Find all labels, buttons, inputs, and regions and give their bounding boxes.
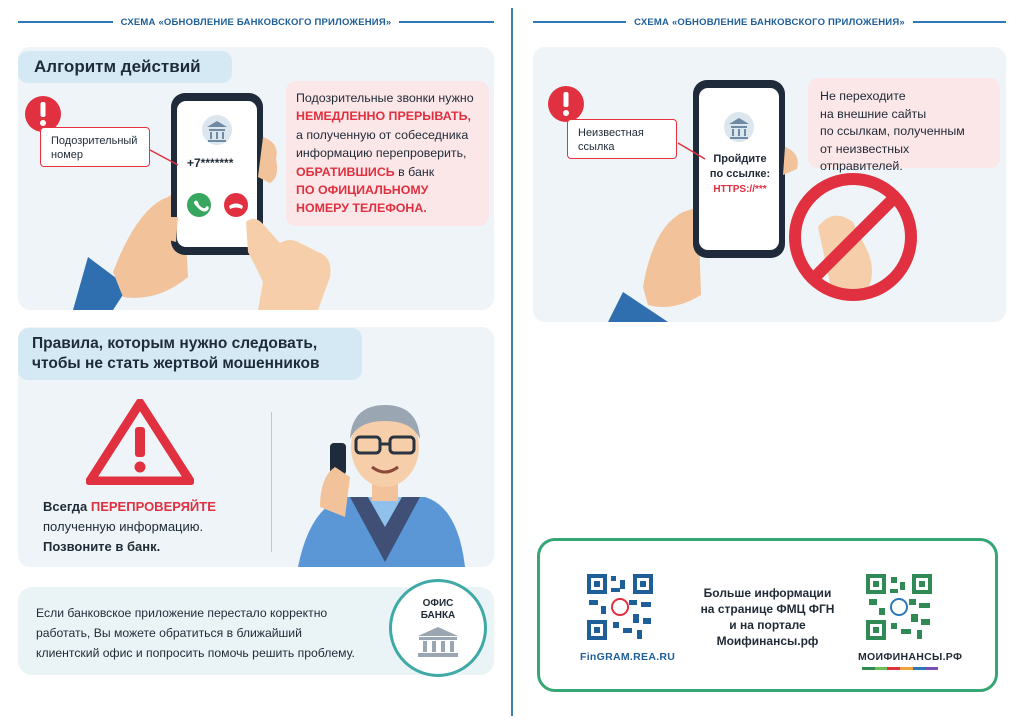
page-header-left — [18, 13, 494, 31]
bank-building-icon — [416, 626, 460, 658]
header-title: СХЕМА «ОБНОВЛЕНИЕ БАНКОВСКОГО ПРИЛОЖЕНИЯ» — [634, 16, 905, 28]
man-on-phone-illustration — [290, 387, 480, 567]
link-advice-box: Не переходите на внешние сайты по ссылкам, полученным от неизвестных отправителей. — [808, 78, 1000, 168]
bank-office-badge: ОФИС БАНКА — [389, 579, 487, 677]
fingram-qr-caption[interactable]: FinGRAM.REA.RU — [580, 651, 676, 663]
unknown-link-tag: Неизвестная ссылка — [567, 119, 677, 159]
warning-triangle-icon — [86, 399, 194, 485]
algorithm-panel — [18, 47, 494, 310]
phone-number: +7******* — [187, 156, 234, 170]
moifinansy-qr-code[interactable] — [864, 572, 934, 642]
unknown-link-panel — [533, 47, 1006, 322]
algorithm-advice-box: Подозрительные звонки нужно НЕМЕДЛЕННО ПРЕРЫВАТЬ, а полученную от собеседника информацию перепроверить, ОБРАТИВШИСЬ в банк ПО ОФИЦИАЛЬНОМУ НОМЕРУ ТЕЛЕФОНА. — [286, 81, 489, 226]
fingram-qr-code[interactable] — [585, 572, 655, 642]
rules-divider — [271, 412, 272, 552]
more-info-text: Больше информации на странице ФМЦ ФГН и на портале Моифинансы.рф — [700, 586, 835, 648]
header-title: СХЕМА «ОБНОВЛЕНИЕ БАНКОВСКОГО ПРИЛОЖЕНИЯ» — [120, 16, 392, 28]
rules-title: Правила, которым нужно следовать, чтобы не стать жертвой мошенников — [18, 328, 362, 380]
column-divider — [511, 8, 513, 716]
moifinansy-qr-caption[interactable]: МОИФИНАНСЫ.РФ — [858, 651, 963, 663]
page-header-right — [533, 13, 1006, 31]
suspicious-number-tag: Подозрительный номер — [40, 127, 150, 167]
office-info-panel: Если банковское приложение перестало корректно работать, Вы можете обратиться в ближайший клиентский офис и попросить помочь решить проблему. — [18, 587, 494, 675]
rules-panel — [18, 327, 494, 567]
phone-link-text: Пройдите по ссылке: HTTPS://*** — [709, 153, 771, 195]
moifinansy-color-bar — [862, 667, 938, 670]
algorithm-title: Алгоритм действий — [18, 51, 232, 83]
rules-text: Всегда ПЕРЕПРОВЕРЯЙТЕ полученную информацию. Позвоните в банк. — [43, 499, 216, 554]
more-info-footer — [537, 538, 998, 692]
